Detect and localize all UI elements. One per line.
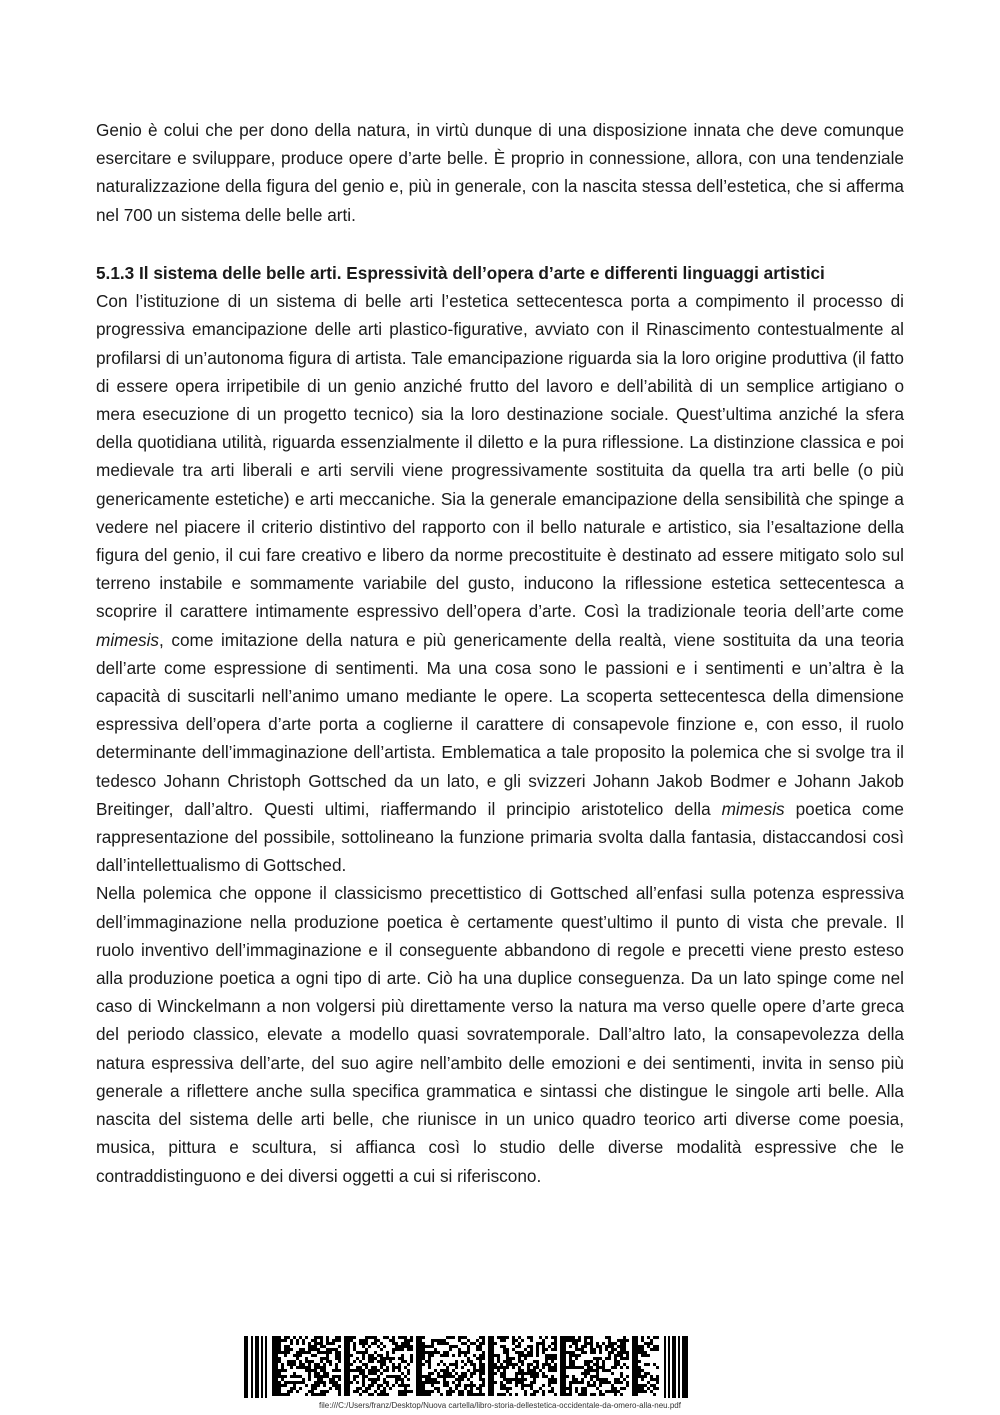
paragraph-1-part-b: , come imitazione della natura e più genericamente della realtà, viene sostituita da una teoria dell’arte come espressione di sentimenti. Ma una cosa sono le passioni e i sentimenti e un’altra è la capacità di suscitarli nell’animo umano mediante le opere. La scoperta settecentesca della dimensione espressiva dell’opera d’arte porta a coglierne il carattere di consapevole finzione e, con esso, il ruolo determinante dell’immaginazione dell’artista. Emblematica a tale proposito la polemica che si svolge tra il tedesco Johann Christoph Gottsched da un lato, e gli svizzeri Johann Jakob Bodmer e Johann Jakob Breitinger, dall’altro. Questi ultimi, riaffermando il principio aristotelico della <box>96 629 904 819</box>
barcode-image <box>244 1336 688 1398</box>
paragraph-1 <box>96 287 904 879</box>
mimesis-term: mimesis <box>96 629 160 650</box>
paragraph-2: Nella polemica che oppone il classicismo precettistico di Gottsched all’enfasi sulla potenza espressiva dell’immaginazione nella produzione poetica è certamente quest’ultimo il punto di vista che prevale. Il ruolo inventivo dell’immaginazione e il conseguente abbandono di regole e precetti viene presto esteso alla produzione poetica a ogni tipo di arte. Ciò ha una duplice conseguenza. Da un lato spinge come nel caso di Winckelmann a non volgersi più direttamente verso la natura ma verso quelle opere d’arte greca del periodo classico, elevate a modello quasi sovratemporale. Dall’altro lato, la consapevolezza della natura espressiva dell’arte, del suo agire nell’ambito delle emozioni e dei sentimenti, invita in senso più generale a riflettere anche sulla specifica grammatica e sintassi che distingue le singole arti belle. Alla nascita del sistema delle arti belle, che riunisce in un unico quadro teorico arti diverse come poesia, musica, pittura e scultura, si affianca così lo studio delle diverse modalità espressive che le contraddistinguono e dei diversi oggetti a cui si riferiscono. <box>96 883 904 1186</box>
section-block <box>96 259 904 1190</box>
mimesis-term: mimesis <box>721 798 785 819</box>
barcode-graphic <box>244 1336 688 1398</box>
intro-paragraph-block <box>96 116 904 229</box>
section-heading: 5.1.3 Il sistema delle belle arti. Espressività dell’opera d’arte e differenti linguaggi artistici <box>96 263 825 283</box>
paragraph-1-part-c: poetica come rappresentazione del possibile, sottolineano la funzione primaria svolta dalla fantasia, distaccandosi così dall’intellettualismo di Gottsched. <box>96 798 904 876</box>
paragraph-1-part-a: Con l’istituzione di un sistema di belle arti l’estetica settecentesca porta a compimento il processo di progressiva emancipazione delle arti plastico-figurative, avviato con il Rinascimento contestualmente al profilarsi di un’autonoma figura di artista. Tale emancipazione riguarda sia la loro origine produttiva (il fatto di essere opera irripetibile di un genio anziché frutto del lavoro e dell’abilità di un semplice artigiano o mera esecuzione di un progetto tecnico) sia la loro destinazione sociale. Quest’ultima anziché la sfera della quotidiana utilità, riguarda essenzialmente il diletto e la pura riflessione. La distinzione classica e poi medievale tra arti liberali e arti servili viene progressivamente sostituita da quella tra arti belle (o più genericamente estetiche) e arti meccaniche. Sia la generale emancipazione della sensibilità che spinge a vedere nel piacere il criterio distintivo del rapporto con il bello naturale e artistico, sia l’esaltazione della figura del genio, il cui fare creativo e libero da norme precostituite è destinato ad essere mitigato solo sul terreno instabile e sommamente variabile del gusto, inducono la riflessione estetica settecentesca a scoprire il carattere intimamente espressivo dell’opera d’arte. Così la tradizionale teoria dell’arte come <box>96 291 904 622</box>
footer-file-path: file:///C:/Users/franz/Desktop/Nuova cartella/libro-storia-dellestetica-occidentale-da-omero-alla-neu.pdf <box>319 1401 681 1410</box>
intro-paragraph: Genio è colui che per dono della natura, in virtù dunque di una disposizione innata che deve comunque esercitare e sviluppare, produce opere d’arte belle. È proprio in connessione, allora, con una tendenziale naturalizzazione della figura del genio e, più in generale, con la nascita stessa dell’estetica, che si afferma nel 700 un sistema delle belle arti. <box>96 120 904 225</box>
